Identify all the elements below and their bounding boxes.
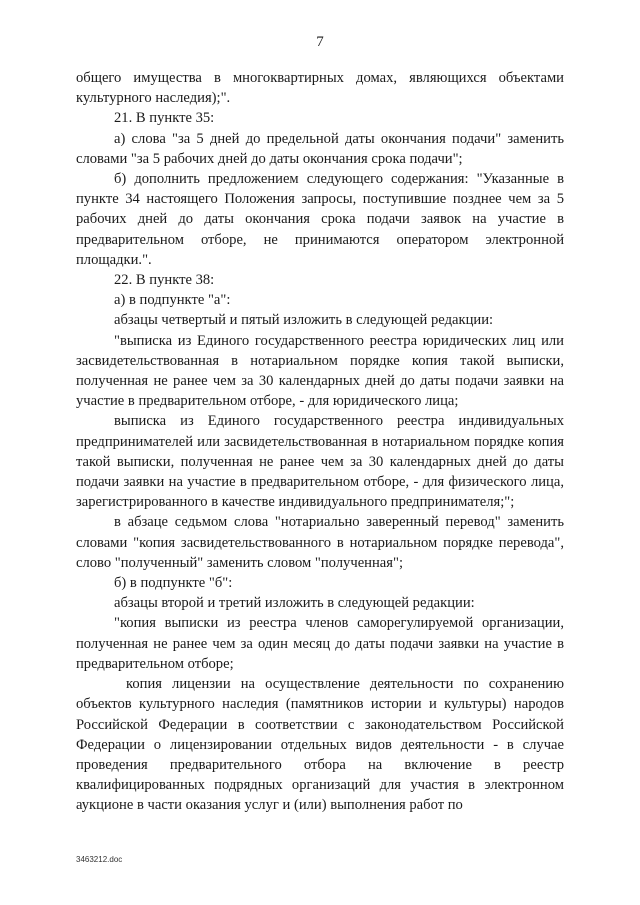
paragraph: копия лицензии на осуществление деятельности по сохранению объектов культурного наследия (памятников истории и культуры) народов Российской Федерации в соответствии с законодательством Российской Федерации о лицензировании отдельных видов деятельности - в случае проведения предварительного отбора на включение в реестр квалифицированных подрядных организаций для участия в электронном аукционе в части оказания услуг и (или) выполнения работ по — [76, 676, 564, 814]
paragraph: общего имущества в многоквартирных домах, являющихся объектами культурного наследия);". — [76, 70, 564, 107]
paragraph: б) дополнить предложением следующего содержания: "Указанные в пункте 34 настоящего Положения запросы, поступившие позднее чем за 5 рабочих дней до даты окончания срока подачи заявок на участие в предварительном отборе, не принимаются оператором электронной площадки.". — [76, 171, 564, 268]
paragraph: б) в подпункте "б": — [114, 575, 233, 592]
paragraph: абзацы второй и третий изложить в следующей редакции: — [114, 595, 475, 612]
document-body — [76, 68, 564, 816]
paragraph: "копия выписки из реестра членов саморегулируемой организации, полученная не ранее чем за один месяц до даты подачи заявки на участие в предварительном отборе; — [76, 615, 564, 672]
paragraph: а) слова "за 5 дней до предельной даты окончания подачи" заменить словами "за 5 рабочих дней до даты окончания срока подачи"; — [76, 130, 564, 167]
paragraph: а) в подпункте "а": — [114, 292, 231, 309]
paragraph: 22. В пункте 38: — [114, 272, 215, 289]
page-number: 7 — [316, 34, 324, 50]
paragraph: 21. В пункте 35: — [114, 110, 215, 127]
footer-filename: 3463212.doc — [76, 855, 123, 864]
paragraph: в абзаце седьмом слова "нотариально заверенный перевод" заменить словами "копия засвидетельствованного в нотариальном порядке перевода", слово "полученный" заменить словом "полученная"; — [76, 514, 564, 571]
paragraph: "выписка из Единого государственного реестра юридических лиц или засвидетельствованная в нотариальном порядке копия такой выписки, полученная не ранее чем за 30 календарных дней до даты подачи заявки на участие в предварительном отборе, - для юридического лица; — [76, 332, 564, 410]
paragraph: абзацы четвертый и пятый изложить в следующей редакции: — [114, 312, 494, 329]
paragraph: выписка из Единого государственного реестра индивидуальных предпринимателей или засвидетельствованная в нотариальном порядке копия такой выписки, полученная не ранее чем за 30 календарных дней до даты подачи заявки на участие в предварительном отборе, - для физического лица, зарегистрированного в качестве индивидуального предпринимателя;"; — [76, 413, 564, 511]
